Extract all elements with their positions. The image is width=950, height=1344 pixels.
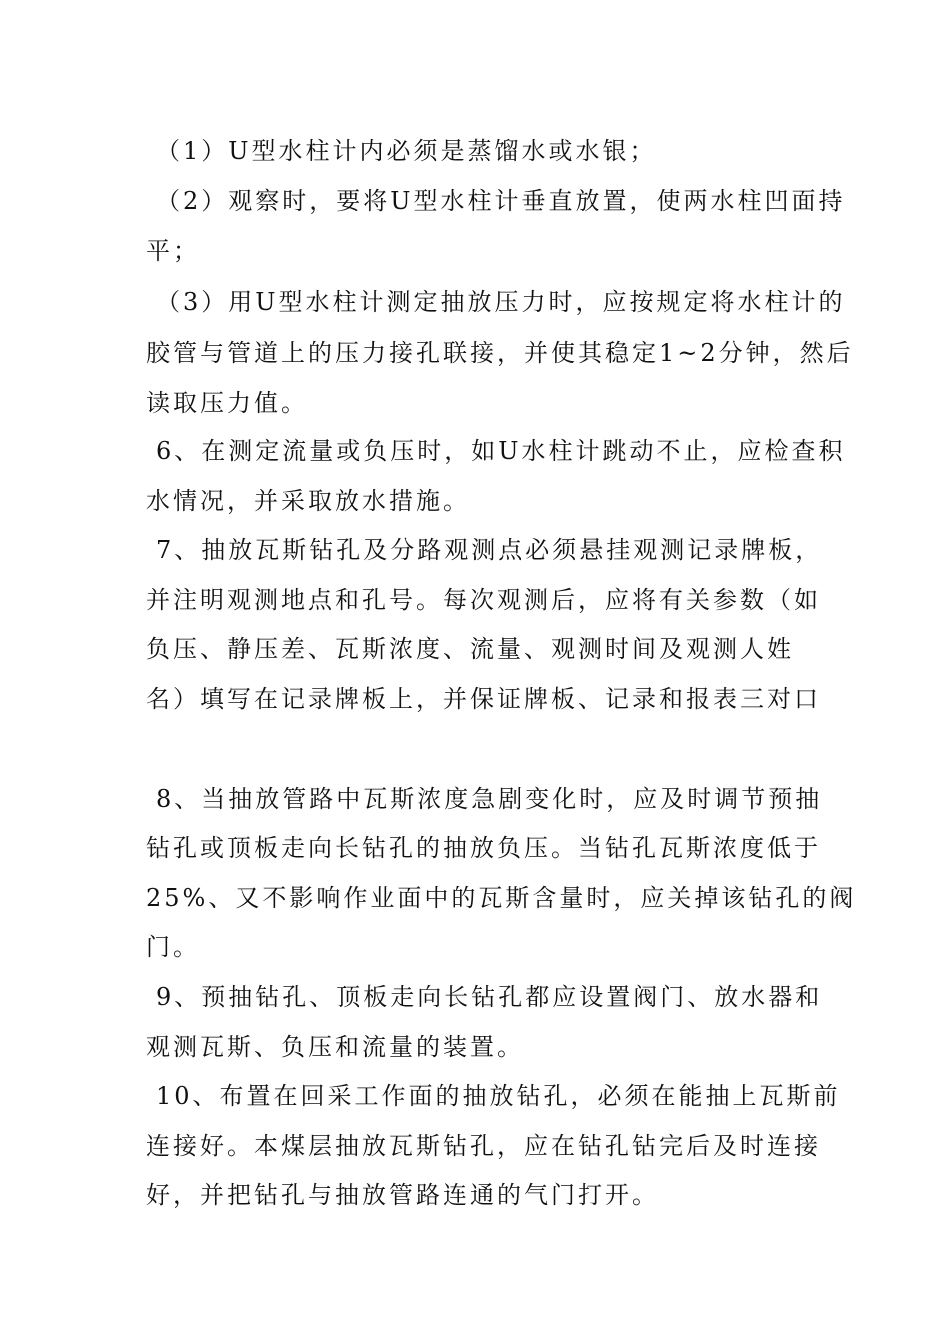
text-line: 名）填写在记录牌板上，并保证牌板、记录和报表三对口: [146, 685, 821, 713]
text-line: 门。: [146, 933, 200, 961]
text-line: 7、抽放瓦斯钻孔及分路观测点必须悬挂观测记录牌板，: [156, 536, 823, 564]
text-line: 钻孔或顶板走向长钻孔的抽放负压。当钻孔瓦斯浓度低于: [146, 834, 821, 862]
text-line: 胶管与管道上的压力接孔联接，并使其稳定1~2分钟，然后: [146, 339, 854, 367]
text-line: 8、当抽放管路中瓦斯浓度急剧变化时，应及时调节预抽: [156, 785, 823, 813]
text-line: （2）观察时，要将U型水柱计垂直放置，使两水柱凹面持: [156, 187, 846, 215]
text-line: 好，并把钻孔与抽放管路连通的气门打开。: [146, 1181, 659, 1209]
text-line: 6、在测定流量或负压时，如U水柱计跳动不止，应检查积: [156, 437, 846, 465]
text-line: 读取压力值。: [146, 389, 308, 417]
text-line: 观测瓦斯、负压和流量的装置。: [146, 1033, 524, 1061]
text-line: 平；: [146, 237, 200, 265]
text-line: （1）U型水柱计内必须是蒸馏水或水银；: [156, 137, 657, 165]
text-line: 并注明观测地点和孔号。每次观测后，应将有关参数（如: [146, 586, 821, 614]
text-line: 9、预抽钻孔、顶板走向长钻孔都应设置阀门、放水器和: [156, 983, 823, 1011]
text-line: 25%、又不影响作业面中的瓦斯含量时，应关掉该钻孔的阀: [146, 884, 857, 912]
text-line: 10、布置在回采工作面的抽放钻孔，必须在能抽上瓦斯前: [156, 1082, 841, 1110]
text-line: （3）用U型水柱计测定抽放压力时，应按规定将水柱计的: [156, 288, 846, 316]
text-line: 水情况，并采取放水措施。: [146, 487, 470, 515]
text-line: 负压、静压差、瓦斯浓度、流量、观测时间及观测人姓: [146, 635, 794, 663]
text-line: 连接好。本煤层抽放瓦斯钻孔，应在钻孔钻完后及时连接: [146, 1132, 821, 1160]
